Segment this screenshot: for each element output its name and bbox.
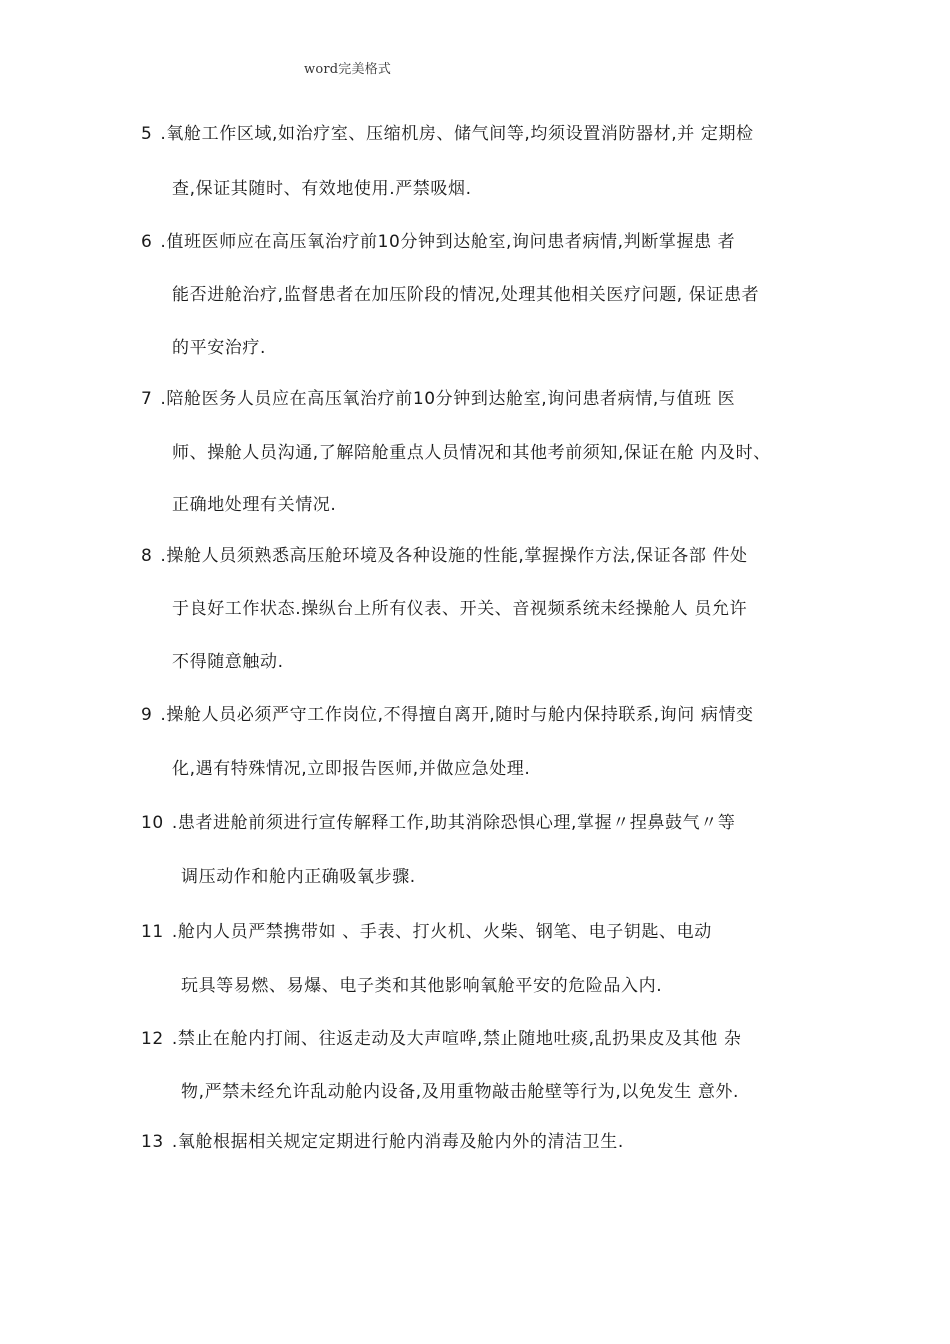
rule-9-line-2: 化,遇有特殊情况,立即报告医师,并做应急处理. [172, 759, 531, 779]
rule-7-line-3: 正确地处理有关情况. [172, 495, 337, 515]
rule-number: 11 [141, 922, 164, 942]
rule-6-line-3: 的平安治疗. [172, 338, 267, 358]
rule-8-line-2: 于良好工作状态.操纵台上所有仪表、开关、音视频系统未经操舱人 员允许 [172, 599, 748, 619]
rule-7-line-2: 师、操舱人员沟通,了解陪舱重点人员情况和其他考前须知,保证在舱 内及时、 [172, 443, 771, 463]
rule-8-line-3: 不得随意触动. [172, 652, 284, 672]
rule-10-line-1 [141, 812, 735, 834]
rule-text: .值班医师应在高压氧治疗前10分钟到达舱室,询问患者病情,判断掌握患 者 [160, 232, 736, 252]
rule-number: 9 [141, 705, 153, 725]
rule-text: .氧舱工作区域,如治疗室、压缩机房、储气间等,均须设置消防器材,并 定期检 [160, 124, 754, 144]
rule-11-line-2: 玩具等易燃、易爆、电子类和其他影响氧舱平安的危险品入内. [181, 976, 663, 996]
rule-5-line-2: 查,保证其随时、有效地使用.严禁吸烟. [172, 179, 472, 199]
rule-12-line-1 [141, 1028, 741, 1050]
rule-8-line-1 [141, 545, 748, 567]
rule-13-line-1 [141, 1131, 624, 1153]
rule-text: .禁止在舱内打闹、往返走动及大声喧哗,禁止随地吐痰,乱扔果皮及其他 杂 [171, 1029, 742, 1049]
rule-12-line-2: 物,严禁未经允许乱动舱内设备,及用重物敲击舱壁等行为,以免发生 意外. [181, 1082, 740, 1102]
rule-number: 12 [141, 1029, 164, 1049]
page-header: word完美格式 [304, 62, 392, 77]
rule-7-line-1 [141, 388, 735, 410]
rule-6-line-1 [141, 231, 735, 253]
rule-text: .舱内人员严禁携带如 、手表、打火机、火柴、钢笔、电子钥匙、电动 [171, 922, 712, 942]
rule-number: 10 [141, 813, 164, 833]
rule-11-line-1 [141, 921, 712, 943]
rule-text: .操舱人员须熟悉高压舱环境及各种设施的性能,掌握操作方法,保证各部 件处 [160, 546, 748, 566]
rule-number: 7 [141, 389, 153, 409]
rule-6-line-2: 能否进舱治疗,监督患者在加压阶段的情况,处理其他相关医疗问题, 保证患者 [172, 285, 760, 305]
rule-5-line-1 [141, 123, 754, 145]
rule-9-line-1 [141, 704, 754, 726]
rule-number: 8 [141, 546, 153, 566]
rule-number: 13 [141, 1132, 164, 1152]
rule-text: .氧舱根据相关规定定期进行舱内消毒及舱内外的清洁卫生. [171, 1132, 624, 1152]
rule-text: .陪舱医务人员应在高压氧治疗前10分钟到达舱室,询问患者病情,与值班 医 [160, 389, 736, 409]
rule-text: .操舱人员必须严守工作岗位,不得擅自离开,随时与舱内保持联系,询问 病情变 [160, 705, 754, 725]
rule-text: .患者进舱前须进行宣传解释工作,助其消除恐惧心理,掌握〃捏鼻鼓气〃等 [171, 813, 736, 833]
rule-10-line-2: 调压动作和舱内正确吸氧步骤. [181, 867, 416, 887]
rule-number: 6 [141, 232, 153, 252]
rule-number: 5 [141, 124, 153, 144]
